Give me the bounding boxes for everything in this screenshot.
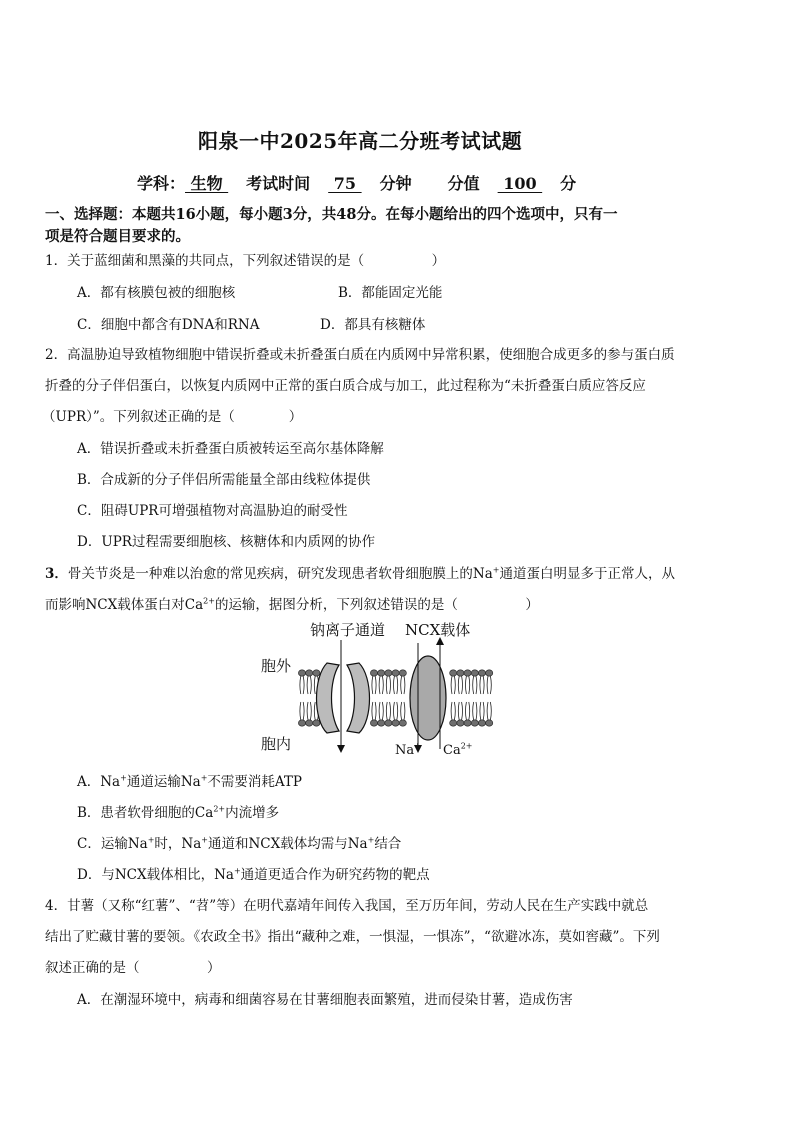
lipid-head: [370, 720, 377, 726]
lipid-head: [399, 670, 406, 676]
q1-option-d: D．都具有核糖体: [320, 317, 426, 333]
q1-option-c: C．细胞中都含有DNA和RNA: [77, 317, 260, 333]
lipid-head: [306, 670, 313, 676]
q3-text: 而影响NCX载体蛋白对Ca: [45, 597, 204, 613]
lipid-head: [457, 670, 464, 676]
lipid-head: [378, 720, 385, 726]
q2-option-b: B．合成新的分子伴侣所需能量全部由线粒体提供: [77, 472, 371, 488]
lipid-head: [313, 720, 320, 726]
lipid-head: [464, 670, 471, 676]
lipid-head: [313, 670, 320, 676]
time-unit: 分钟: [379, 174, 412, 193]
lipid-tail: [372, 676, 376, 694]
lipid-tail: [379, 702, 383, 720]
q1-stem: 1．关于蓝细菌和黑藻的共同点，下列叙述错误的是（ ）: [45, 253, 446, 269]
ncx-carrier: [410, 656, 446, 740]
lipid-tail: [372, 702, 376, 720]
score-unit: 分: [560, 174, 577, 193]
section-heading-line2: 项是符合题目要求的。: [45, 228, 190, 245]
lipid-tail: [451, 676, 455, 694]
q4-stem-line1: 4．甘薯（又称“红薯”、“苕”等）在明代嘉靖年间传入我国，至万历年间，劳动人民在生产实践中就总: [45, 898, 649, 914]
q4-stem-line2: 结出了贮藏甘薯的要领。《农政全书》指出“藏种之难，一惧湿，一惧冻”，“欲避冰冻，莫如窖藏”。下列: [45, 929, 660, 945]
membrane-figure: [255, 615, 505, 765]
q1-option-b: B．都能固定光能: [338, 285, 443, 301]
lipid-head: [471, 670, 478, 676]
lipid-head: [478, 720, 485, 726]
lipid-tail: [487, 676, 491, 694]
ca-label: $Ca^{2+}$: [443, 741, 473, 758]
channel-right-half: [347, 663, 370, 733]
lipid-head: [478, 670, 485, 676]
q1-option-a: A．都有核膜包被的细胞核: [77, 285, 236, 301]
inside-label: 胞内: [261, 735, 292, 753]
lipid-head: [378, 670, 385, 676]
lipid-head: [370, 670, 377, 676]
q2-option-c: C．阻碍UPR可增强植物对高温胁迫的耐受性: [77, 503, 348, 519]
lipid-head: [486, 720, 493, 726]
lipid-head: [486, 670, 493, 676]
q3-option-a: A．Na+通道运输Na+不需要消耗ATP: [77, 773, 303, 790]
lipid-tail: [458, 702, 462, 720]
score-label: 分值: [447, 174, 480, 193]
lipid-tail: [394, 676, 398, 694]
lipid-head: [298, 670, 305, 676]
lipid-head: [298, 720, 305, 726]
lipid-tail: [307, 702, 311, 720]
lipid-tail: [386, 702, 390, 720]
q3-text: 骨关节炎是一种难以治愈的常见疾病，研究发现患者软骨细胞膜上的Na: [67, 566, 493, 582]
lipid-tail: [480, 702, 484, 720]
q4-stem-line3: 叙述正确的是（ ）: [45, 960, 221, 976]
time-label: 考试时间: [246, 174, 311, 193]
exam-meta: [137, 171, 576, 194]
lipid-head: [450, 670, 457, 676]
lipid-tail: [300, 702, 304, 720]
lipid-head: [457, 720, 464, 726]
lipid-tail: [466, 702, 470, 720]
q2-option-a: A．错误折叠或未折叠蛋白质被转运至高尔基体降解: [77, 441, 384, 457]
superscript: 2+: [203, 596, 215, 606]
q3-stem-line1: [45, 562, 675, 582]
lipid-head: [392, 670, 399, 676]
q2-stem-line1: 2．高温胁迫导致植物细胞中错误折叠或未折叠蛋白质在内质网中异常积累，使细胞合成更多的参与蛋白质: [45, 347, 675, 363]
subject-value: 生物: [185, 174, 229, 193]
lipid-head: [450, 720, 457, 726]
lipid-tail: [473, 676, 477, 694]
membrane-diagram: [255, 615, 505, 765]
lipid-tail: [451, 702, 455, 720]
lipid-tail: [480, 676, 484, 694]
q3-text: 的运输，据图分析，下列叙述错误的是（ ）: [214, 597, 539, 613]
lipid-tail: [473, 702, 477, 720]
q3-stem-line2: [45, 593, 539, 613]
lipid-tail: [401, 702, 405, 720]
q2-stem-line3: （UPR）”。下列叙述正确的是（ ）: [42, 409, 303, 425]
q3-text: 通道蛋白明显多于正常人，从: [499, 566, 675, 582]
lipid-tail: [466, 676, 470, 694]
lipid-tail: [307, 676, 311, 694]
ncx-label: NCX载体: [405, 621, 471, 639]
lipid-tail: [487, 702, 491, 720]
q2-stem-line2: 折叠的分子伴侣蛋白，以恢复内质网中正常的蛋白质合成与加工，此过程称为“未折叠蛋白质应答反应: [45, 378, 646, 394]
lipid-head: [399, 720, 406, 726]
q4-option-a: A．在潮湿环境中，病毒和细菌容易在甘薯细胞表面繁殖，进而侵染甘薯，造成伤害: [77, 992, 573, 1008]
section-heading-line1: 一、选择题：本题共16小题，每小题3分，共48分。在每小题给出的四个选项中，只有一: [45, 206, 618, 223]
q3-option-d: D．与NCX载体相比，Na+通道更适合作为研究药物的靶点: [77, 866, 430, 883]
lipid-tail: [458, 676, 462, 694]
lipid-tail: [379, 676, 383, 694]
lipid-head: [306, 720, 313, 726]
page-title: 阳泉一中2025年高二分班考试试题: [198, 129, 523, 153]
na-label: Na+: [395, 741, 421, 758]
score-value: 100: [497, 174, 543, 193]
lipid-head: [385, 720, 392, 726]
lipid-head: [385, 670, 392, 676]
lipid-tail: [386, 676, 390, 694]
outside-label: 胞外: [261, 657, 292, 675]
q2-option-d: D．UPR过程需要细胞核、核糖体和内质网的协作: [77, 534, 375, 550]
channel-label: 钠离子通道: [310, 621, 386, 639]
lipid-tail: [394, 702, 398, 720]
subject-label: 学科：: [137, 174, 186, 193]
lipid-tail: [401, 676, 405, 694]
q3-option-c: C．运输Na+时，Na+通道和NCX载体均需与Na+结合: [77, 835, 402, 852]
lipid-tail: [300, 676, 304, 694]
superscript: +: [492, 565, 500, 575]
q3-number: 3．: [45, 566, 68, 582]
lipid-head: [464, 720, 471, 726]
lipid-head: [392, 720, 399, 726]
time-value: 75: [328, 174, 362, 193]
lipid-head: [471, 720, 478, 726]
q3-option-b: B．患者软骨细胞的$Ca^{2+}$内流增多: [77, 804, 280, 821]
